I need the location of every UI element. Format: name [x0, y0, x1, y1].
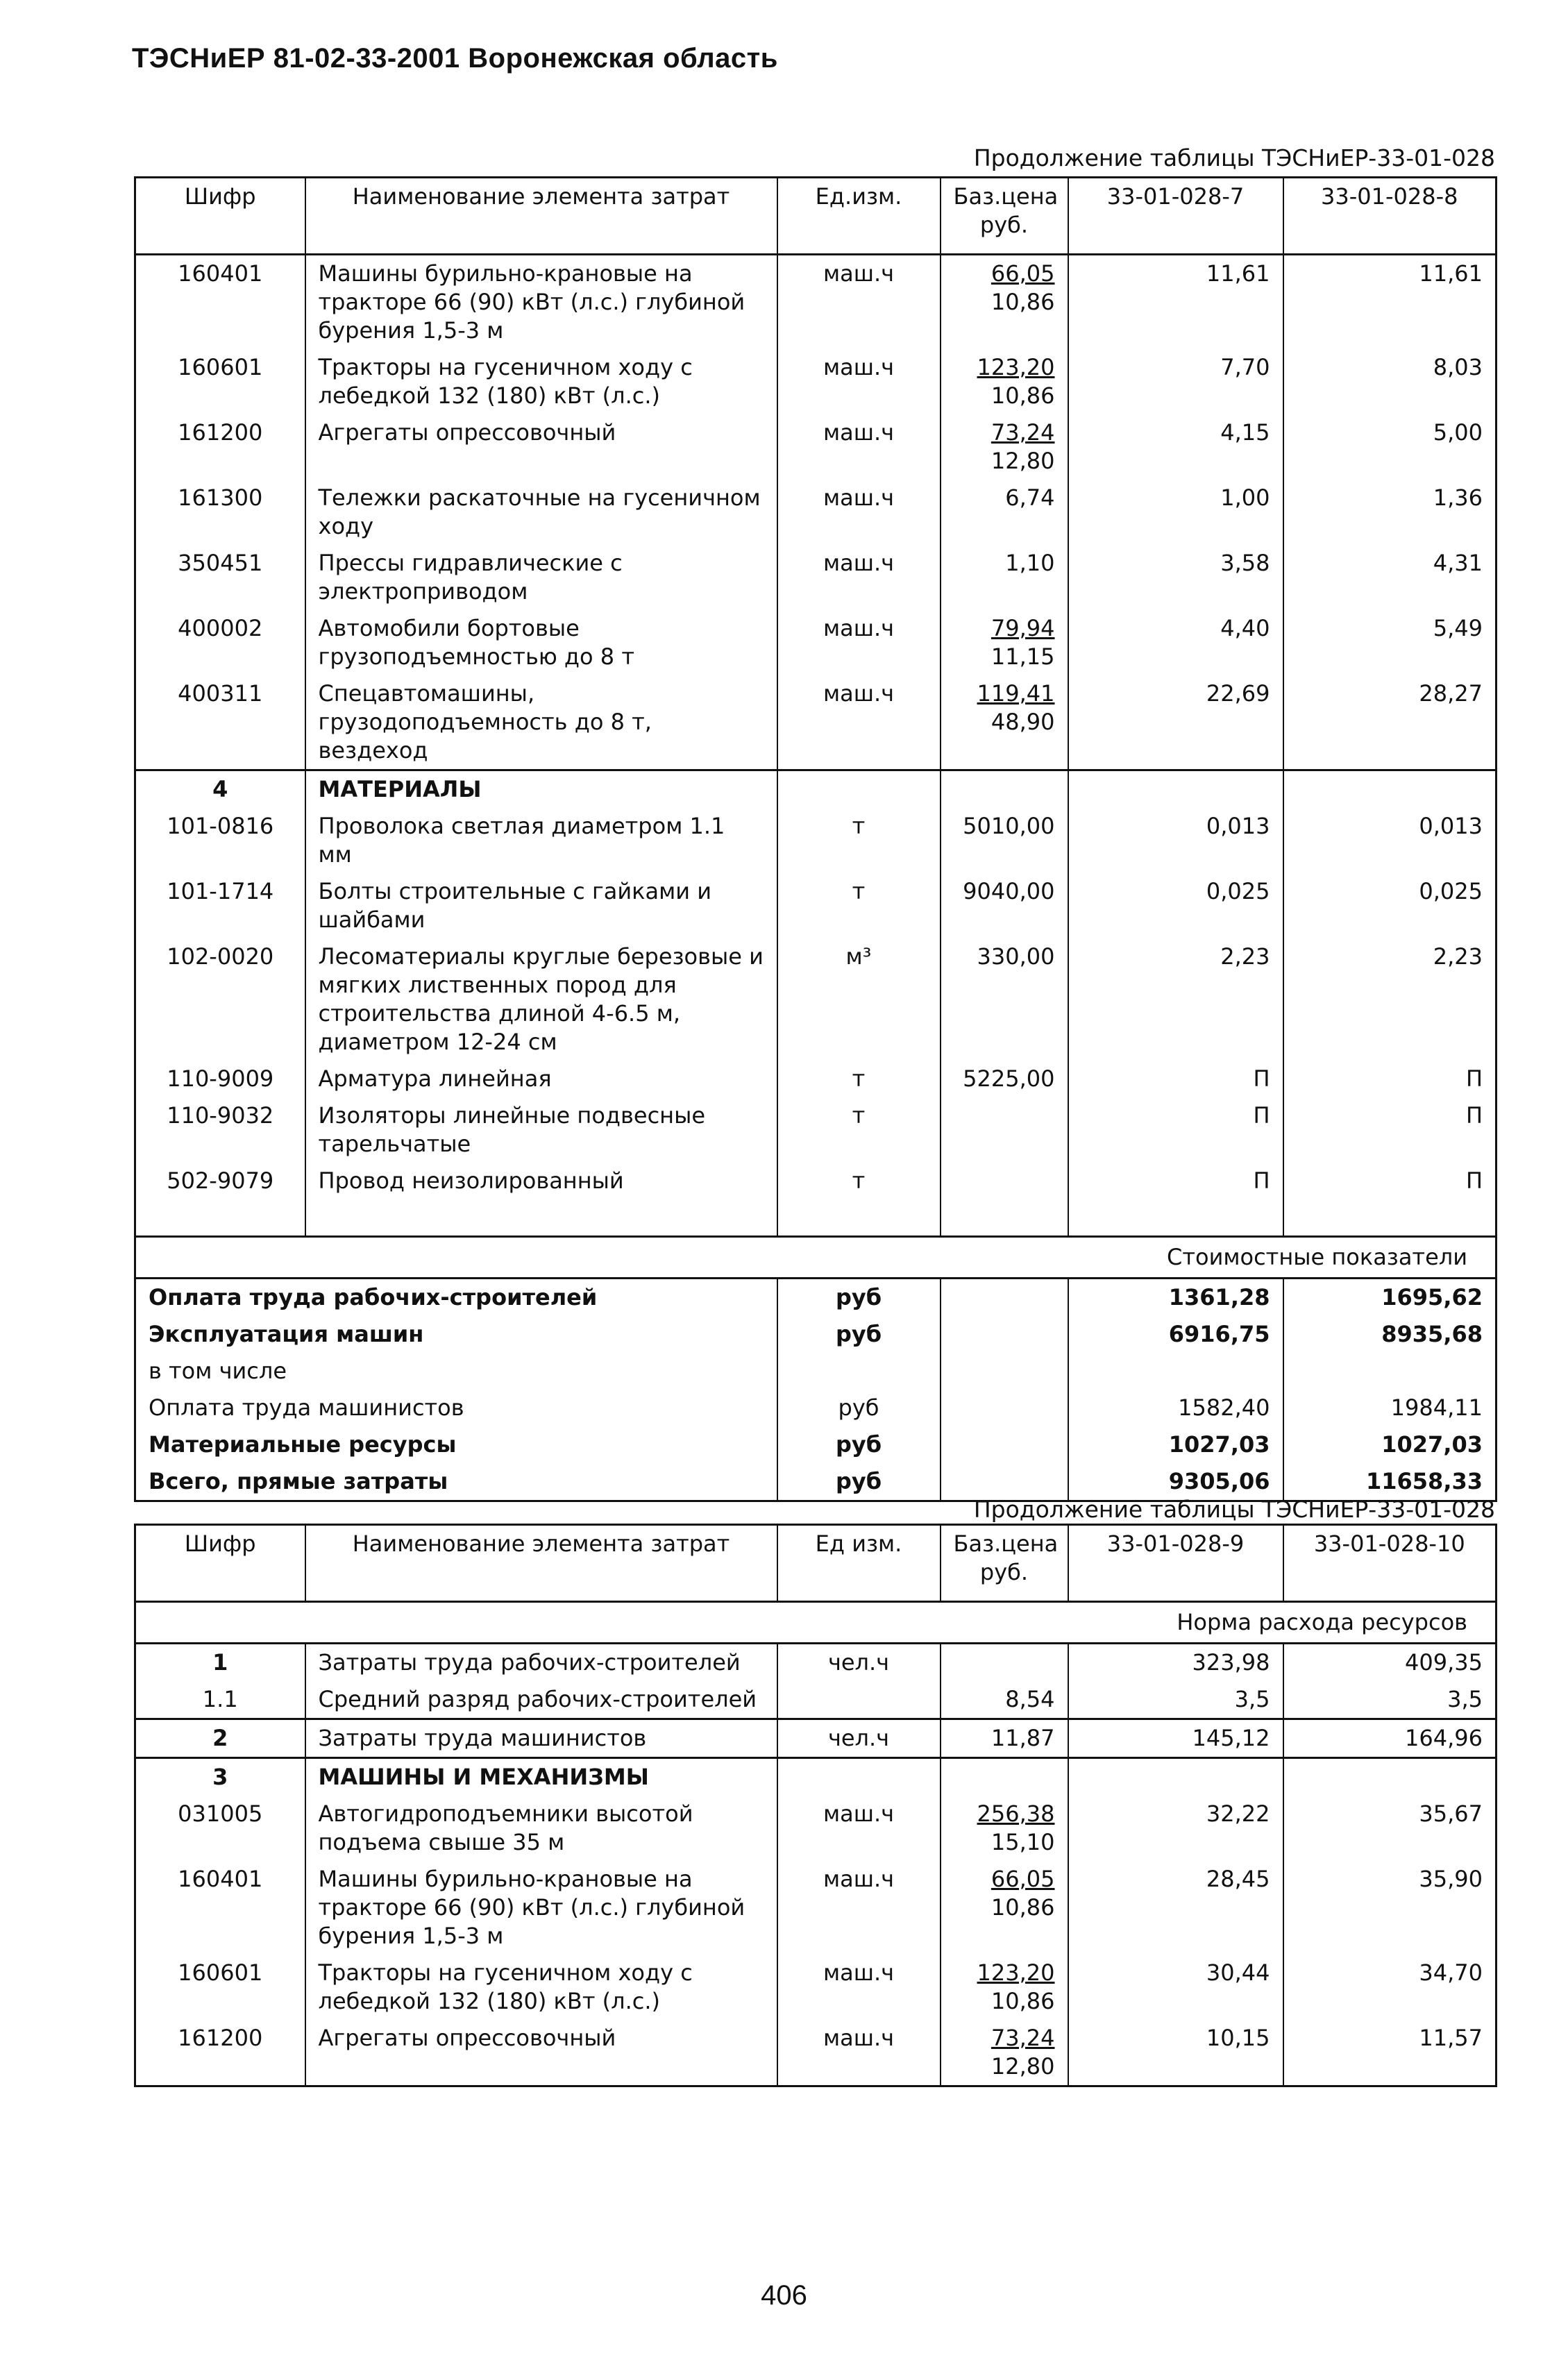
total-name: Оплата труда рабочих-строителей: [149, 1284, 598, 1310]
col-header-v1: 33-01-028-7: [1068, 178, 1283, 255]
total-value-1: [1068, 1353, 1283, 1390]
total-row: [135, 1390, 1497, 1426]
row-unit: м³: [777, 938, 941, 1061]
row-value-1: 22,69: [1068, 675, 1283, 770]
total-name: Всего, прямые затраты: [149, 1468, 448, 1494]
price-value: 1,10: [1005, 550, 1055, 576]
section-title: МАТЕРИАЛЫ: [305, 770, 777, 809]
row-code: 160401: [178, 1866, 263, 1892]
row-code: 101-0816: [167, 813, 274, 839]
material-row: [135, 1061, 1497, 1097]
total-empty: [941, 1390, 1068, 1426]
price-wage-value: 12,80: [990, 448, 1055, 474]
row-unit: маш.ч: [777, 480, 941, 545]
row-value-1: 10,15: [1068, 2020, 1283, 2086]
price-wage-value: 11,15: [990, 643, 1055, 670]
row-value-1: 32,22: [1068, 1796, 1283, 1861]
col-header-price: Баз.цена руб.: [941, 178, 1068, 255]
base-price: [941, 938, 1068, 1061]
price-wage-value: 10,86: [990, 289, 1055, 315]
row-unit: маш.ч: [777, 2020, 941, 2086]
machine-row: [135, 2020, 1497, 2086]
total-name: в том числе: [149, 1358, 287, 1384]
row-value-1: 1,00: [1068, 480, 1283, 545]
total-name: Оплата труда машинистов: [149, 1394, 464, 1421]
base-price: [941, 1719, 1068, 1758]
col-header-v1: 33-01-028-9: [1068, 1525, 1283, 1602]
row-code: 350451: [178, 550, 263, 576]
total-empty: [941, 1316, 1068, 1353]
cost-label: Стоимостные показатели: [135, 1237, 1497, 1279]
row-name: Болты строительные с гайками и шайбами: [305, 873, 777, 938]
row-value-1: 2,23: [1068, 938, 1283, 1061]
row-code: 161200: [178, 2025, 263, 2051]
row-value-1: 3,58: [1068, 545, 1283, 610]
total-row: [135, 1316, 1497, 1353]
row-code: 160601: [178, 1959, 263, 1986]
row-code: 1.1: [202, 1686, 238, 1712]
price-value: 11,87: [990, 1725, 1055, 1751]
row-unit: маш.ч: [777, 545, 941, 610]
price-value: 5225,00: [963, 1065, 1055, 1092]
col-header-price: Баз.цена руб.: [941, 1525, 1068, 1602]
row-name: Агрегаты опрессовочный: [305, 2020, 777, 2086]
row-value-2: 0,013: [1283, 808, 1497, 873]
price-value: 73,24: [990, 2025, 1055, 2051]
row-value-2: 0,025: [1283, 873, 1497, 938]
row-value-1: 0,025: [1068, 873, 1283, 938]
row-unit: маш.ч: [777, 1796, 941, 1861]
row-value-1: П: [1068, 1097, 1283, 1163]
base-price: [941, 1861, 1068, 1955]
total-value-2: 1027,03: [1283, 1426, 1497, 1463]
row-value-2: П: [1283, 1097, 1497, 1163]
base-price: [941, 545, 1068, 610]
price-wage-value: 15,10: [990, 1829, 1055, 1855]
row-unit: маш.ч: [777, 1861, 941, 1955]
price-value: 79,94: [990, 615, 1055, 641]
row-code: 160401: [178, 260, 263, 287]
row-name: Автомобили бортовые грузоподъемностью до 8 т: [305, 610, 777, 675]
price-value: 66,05: [990, 260, 1055, 287]
page-header: ТЭСНиЕР 81-02-33-2001 Воронежская область: [132, 43, 778, 74]
row-name: Спецавтомашины, грузодоподъемность до 8 т, вездеход: [305, 675, 777, 770]
base-price: [941, 1163, 1068, 1199]
row-value-2: 409,35: [1283, 1644, 1497, 1682]
base-price: [941, 349, 1068, 414]
total-unit: руб: [777, 1279, 941, 1317]
price-value: 5010,00: [963, 813, 1055, 839]
total-empty: [941, 1426, 1068, 1463]
price-value: 256,38: [977, 1800, 1055, 1827]
row-value-1: 4,15: [1068, 414, 1283, 480]
row-code: 101-1714: [167, 878, 274, 904]
col-header-name: Наименование элемента затрат: [305, 1525, 777, 1602]
total-row: [135, 1426, 1497, 1463]
row-value-2: 11,61: [1283, 255, 1497, 350]
price-wage-value: 10,86: [990, 1894, 1055, 1921]
row-value-1: 28,45: [1068, 1861, 1283, 1955]
total-value-1: 6916,75: [1068, 1316, 1283, 1353]
row-value-2: 5,49: [1283, 610, 1497, 675]
row-value-2: 11,57: [1283, 2020, 1497, 2086]
section-number: 4: [135, 770, 305, 809]
row-unit: т: [777, 1097, 941, 1163]
row-value-1: 7,70: [1068, 349, 1283, 414]
labor-row: [135, 1644, 1497, 1682]
machine-row: [135, 1861, 1497, 1955]
total-unit: руб: [777, 1426, 941, 1463]
price-value: 330,00: [977, 943, 1055, 970]
row-unit: маш.ч: [777, 414, 941, 480]
base-price: [941, 873, 1068, 938]
base-price: [941, 1097, 1068, 1163]
total-value-2: 11658,33: [1283, 1463, 1497, 1501]
row-value-1: 3,5: [1068, 1681, 1283, 1719]
total-name: Материальные ресурсы: [149, 1431, 457, 1458]
row-value-2: 4,31: [1283, 545, 1497, 610]
machine-row: [135, 675, 1497, 770]
row-value-2: 5,00: [1283, 414, 1497, 480]
labor-row: [135, 1719, 1497, 1758]
total-empty: [941, 1279, 1068, 1317]
base-price: [941, 2020, 1068, 2086]
total-row: [135, 1353, 1497, 1390]
price-wage-value: 48,90: [990, 709, 1055, 735]
price-value: 123,20: [977, 354, 1055, 380]
total-value-1: 1027,03: [1068, 1426, 1283, 1463]
section-row-machines: [135, 1758, 1497, 1796]
row-value-2: 35,90: [1283, 1861, 1497, 1955]
row-unit: т: [777, 1163, 941, 1199]
row-unit: чел.ч: [777, 1644, 941, 1682]
row-code: 161200: [178, 419, 263, 446]
row-code: 102-0020: [167, 943, 274, 970]
row-code: 2: [135, 1719, 305, 1758]
base-price: [941, 675, 1068, 770]
price-value: 8,54: [1005, 1686, 1055, 1712]
machine-row: [135, 610, 1497, 675]
row-value-2: 164,96: [1283, 1719, 1497, 1758]
row-value-2: 1,36: [1283, 480, 1497, 545]
row-unit: чел.ч: [777, 1719, 941, 1758]
table1-header-row: [135, 178, 1497, 255]
row-unit: [777, 1681, 941, 1719]
row-value-1: 145,12: [1068, 1719, 1283, 1758]
base-price: [941, 808, 1068, 873]
price-value: 119,41: [977, 680, 1055, 707]
machine-row: [135, 349, 1497, 414]
row-name: Тележки раскаточные на гусеничном ходу: [305, 480, 777, 545]
material-row: [135, 808, 1497, 873]
row-name: Машины бурильно-крановые на тракторе 66 (90) кВт (л.с.) глубиной бурения 1,5-3 м: [305, 1861, 777, 1955]
machine-row: [135, 1796, 1497, 1861]
row-name: Автогидроподъемники высотой подъема свыше 35 м: [305, 1796, 777, 1861]
row-value-2: 8,03: [1283, 349, 1497, 414]
total-value-2: 8935,68: [1283, 1316, 1497, 1353]
row-unit: т: [777, 808, 941, 873]
row-name: Лесоматериалы круглые березовые и мягких лиственных пород для строительства длиной 4-6.5 м, диаметром 12-24 см: [305, 938, 777, 1061]
row-name: Прессы гидравлические с электроприводом: [305, 545, 777, 610]
base-price: [941, 1681, 1068, 1719]
row-value-1: 30,44: [1068, 1955, 1283, 2020]
col-header-v2: 33-01-028-10: [1283, 1525, 1497, 1602]
row-code: 110-9009: [167, 1065, 274, 1092]
row-code: 031005: [178, 1800, 263, 1827]
row-code: 161300: [178, 484, 263, 511]
row-code: 110-9032: [167, 1102, 274, 1129]
price-value: 123,20: [977, 1959, 1055, 1986]
row-value-2: 3,5: [1283, 1681, 1497, 1719]
total-value-1: 9305,06: [1068, 1463, 1283, 1501]
row-value-1: П: [1068, 1061, 1283, 1097]
machine-row: [135, 480, 1497, 545]
row-name: Провод неизолированный: [305, 1163, 777, 1199]
row-value-1: П: [1068, 1163, 1283, 1199]
col-header-unit: Ед изм.: [777, 1525, 941, 1602]
col-header-unit: Ед.изм.: [777, 178, 941, 255]
price-wage-value: 10,86: [990, 382, 1055, 409]
material-row: [135, 1097, 1497, 1163]
row-value-2: 34,70: [1283, 1955, 1497, 2020]
material-row: [135, 873, 1497, 938]
price-wage-value: 12,80: [990, 2053, 1055, 2080]
row-unit: маш.ч: [777, 349, 941, 414]
price-wage-value: 10,86: [990, 1988, 1055, 2014]
base-price: [941, 255, 1068, 350]
row-name: Арматура линейная: [305, 1061, 777, 1097]
row-value-2: 35,67: [1283, 1796, 1497, 1861]
base-price: [941, 414, 1068, 480]
total-row: [135, 1279, 1497, 1317]
section-row-materials: [135, 770, 1497, 809]
total-unit: руб: [777, 1390, 941, 1426]
base-price: [941, 1796, 1068, 1861]
total-value-2: 1984,11: [1283, 1390, 1497, 1426]
total-unit: руб: [777, 1316, 941, 1353]
total-value-2: 1695,62: [1283, 1279, 1497, 1317]
material-row: [135, 1163, 1497, 1199]
row-value-1: 323,98: [1068, 1644, 1283, 1682]
base-price: [941, 480, 1068, 545]
norm-label-row: [135, 1602, 1497, 1644]
row-unit: маш.ч: [777, 675, 941, 770]
price-value: 66,05: [990, 1866, 1055, 1892]
col-header-name: Наименование элемента затрат: [305, 178, 777, 255]
base-price: [941, 1644, 1068, 1682]
col-header-code: Шифр: [135, 1525, 305, 1602]
material-row: [135, 938, 1497, 1061]
row-value-2: П: [1283, 1061, 1497, 1097]
row-name: Проволока светлая диаметром 1.1 мм: [305, 808, 777, 873]
total-unit: руб: [777, 1463, 941, 1501]
machine-row: [135, 255, 1497, 350]
norm-label: Норма расхода ресурсов: [135, 1602, 1497, 1644]
row-name: Тракторы на гусеничном ходу с лебедкой 132 (180) кВт (л.с.): [305, 349, 777, 414]
row-unit: маш.ч: [777, 610, 941, 675]
row-name: Машины бурильно-крановые на тракторе 66 (90) кВт (л.с.) глубиной бурения 1,5-3 м: [305, 255, 777, 350]
table2-header-row: [135, 1525, 1497, 1602]
total-value-1: 1361,28: [1068, 1279, 1283, 1317]
total-unit: [777, 1353, 941, 1390]
labor-row: [135, 1681, 1497, 1719]
base-price: [941, 1061, 1068, 1097]
col-header-v2: 33-01-028-8: [1283, 178, 1497, 255]
total-name: Эксплуатация машин: [149, 1321, 424, 1347]
row-unit: т: [777, 873, 941, 938]
row-code: 502-9079: [167, 1167, 274, 1194]
row-name: Затраты труда машинистов: [305, 1719, 777, 1758]
row-value-1: 0,013: [1068, 808, 1283, 873]
section-number: 3: [135, 1758, 305, 1796]
table2: [134, 1524, 1497, 2087]
row-value-2: 28,27: [1283, 675, 1497, 770]
row-unit: т: [777, 1061, 941, 1097]
price-value: 6,74: [1005, 484, 1055, 511]
cost-label-row: [135, 1237, 1497, 1279]
row-code: 160601: [178, 354, 263, 380]
row-unit: маш.ч: [777, 1955, 941, 2020]
row-value-2: П: [1283, 1163, 1497, 1199]
row-name: Средний разряд рабочих-строителей: [305, 1681, 777, 1719]
machine-row: [135, 414, 1497, 480]
price-value: 9040,00: [963, 878, 1055, 904]
section-title: МАШИНЫ И МЕХАНИЗМЫ: [305, 1758, 777, 1796]
table2-continuation: Продолжение таблицы ТЭСНиЕР-33-01-028: [973, 1496, 1495, 1523]
machine-row: [135, 545, 1497, 610]
col-header-code: Шифр: [135, 178, 305, 255]
base-price: [941, 610, 1068, 675]
base-price: [941, 1955, 1068, 2020]
row-value-2: 2,23: [1283, 938, 1497, 1061]
row-name: Агрегаты опрессовочный: [305, 414, 777, 480]
row-unit: маш.ч: [777, 255, 941, 350]
total-value-1: 1582,40: [1068, 1390, 1283, 1426]
row-value-1: 11,61: [1068, 255, 1283, 350]
row-name: Тракторы на гусеничном ходу с лебедкой 132 (180) кВт (л.с.): [305, 1955, 777, 2020]
table1-continuation: Продолжение таблицы ТЭСНиЕР-33-01-028: [973, 144, 1495, 171]
table1: [134, 176, 1497, 1502]
row-code: 400002: [178, 615, 263, 641]
row-code: 1: [212, 1649, 228, 1676]
row-value-1: 4,40: [1068, 610, 1283, 675]
machine-row: [135, 1955, 1497, 2020]
total-empty: [941, 1353, 1068, 1390]
price-value: 73,24: [990, 419, 1055, 446]
total-value-2: [1283, 1353, 1497, 1390]
row-name: Затраты труда рабочих-строителей: [305, 1644, 777, 1682]
page-number: 406: [761, 2280, 807, 2311]
row-name: Изоляторы линейные подвесные тарельчатые: [305, 1097, 777, 1163]
row-code: 400311: [178, 680, 263, 707]
